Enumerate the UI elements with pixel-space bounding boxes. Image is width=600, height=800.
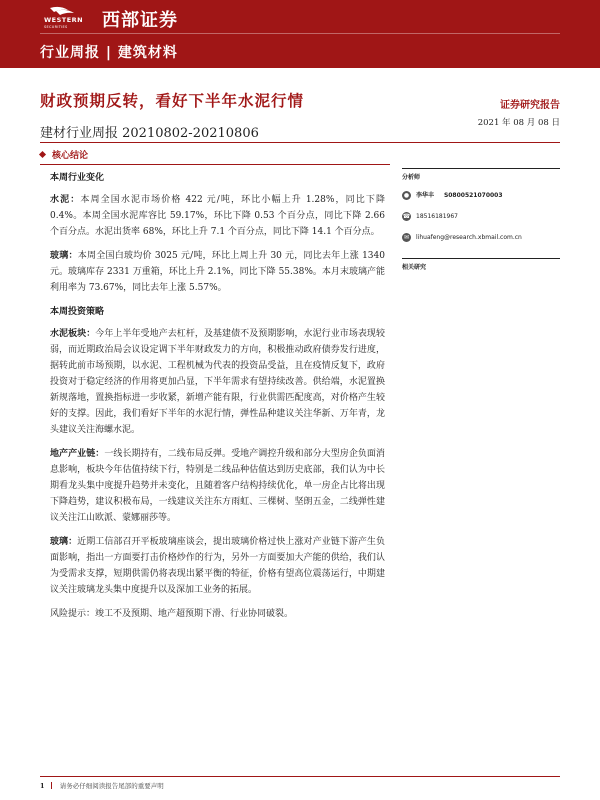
footer-divider	[40, 776, 560, 777]
subheading-investment-strategy: 本周投资策略	[50, 307, 105, 318]
email-address[interactable]: lihuafeng@research.xbmail.com.cn	[416, 234, 522, 241]
bullet-diamond-icon	[39, 151, 46, 158]
page-number: 1	[40, 782, 45, 790]
paragraph-lead: 玻璃：	[50, 251, 78, 262]
paragraph-lead: 水泥：	[50, 195, 81, 206]
paragraph-lead: 地产产业链：	[50, 449, 105, 460]
paragraph-lead: 玻璃：	[50, 537, 78, 548]
paragraph-body: 今年上半年受地产去杠杆，及基建债不及预期影响，水泥行业市场表现较弱，而近期政治局会议设定调下半年财政发力的方向，积极推动政府债券发行进度，据转此前市场预期，以水泥、工程机械为代表的投资品受益，且在疫情反复下，政府投资对于稳定经济的作用将更加凸显，下半年需求有望持续改善。供给端，水泥置换新规落地，置换指标进一步收紧，新增产能有限，行业供需匹配度高，对价格产生较好的支撑。因此，我们看好下半年的水泥行情，弹性品种建议关注华新、万年青，龙头建议关注海螺水泥。	[50, 329, 385, 436]
company-logo	[40, 6, 220, 32]
subheading-industry-changes: 本周行业变化	[50, 173, 105, 183]
sidebar-divider	[402, 258, 560, 259]
email-icon: ✉	[403, 234, 410, 241]
section-heading-text: 核心结论	[52, 151, 89, 161]
section-divider	[40, 164, 390, 165]
footer-bar	[51, 782, 52, 789]
report-type-label: 证券研究报告	[500, 100, 560, 111]
email-row	[402, 231, 560, 244]
analyst-label: 分析师	[402, 174, 421, 181]
paragraph-cement	[50, 192, 385, 240]
section-heading	[40, 148, 390, 162]
phone-icon: ☎	[402, 213, 411, 220]
paragraph-body: 本周全国白玻均价 3025 元/吨，环比上周上升 30 元，同比去年上涨 1340 元。玻璃库存 2331 万重箱，环比上升 2.1%，同比下降 55.38%。本月末玻璃产能利用率为 73.67%，同比去年上涨 5.57%。	[50, 251, 385, 294]
report-category: 行业周报 | 建筑材料	[40, 45, 178, 61]
related-research-label: 相关研究	[402, 264, 427, 271]
analyst-cert-number: S0800521070003	[443, 192, 503, 199]
main-body	[50, 170, 385, 630]
analyst-name: 李华丰	[416, 192, 435, 199]
risk-warning: 风险提示：竣工不及预期、地产超预期下滑、行业协同破裂。	[50, 609, 294, 620]
paragraph-body: 本周全国水泥市场价格 422 元/吨，环比小幅上升 1.28%，同比下降 0.4%。本周全国水泥库容比 59.17%，环比下降 0.53 个百分点，同比下降 2.66 个百分点。水泥出货率 68%，环比上升 7.1 个百分点，同比下降 14.1 个百分点。	[50, 195, 385, 238]
report-title: 财政预期反转，看好下半年水泥行情	[40, 91, 305, 110]
paragraph-real-estate-chain	[50, 446, 385, 526]
report-date: 2021 年 08 月 08 日	[477, 118, 560, 128]
paragraph-body: 一线长期持有，二线布局反弹。受地产调控升级和部分大型房企负面消息影响，板块今年估值持续下行，特别是二线品种估值达到历史底部，我们认为中长期看龙头集中度提升趋势并未变化，且随着客户结构持续优化，单一房企占比将出现下降趋势，建议积极布局，一线建议关注东方雨虹、三棵树、坚朗五金，二线弹性建议关注江山欧派、蒙娜丽莎等。	[50, 449, 385, 524]
analyst-sidebar	[402, 168, 560, 279]
paragraph-glass-strategy	[50, 534, 385, 598]
phone-row	[402, 210, 560, 223]
logo-english-text: WESTERN	[44, 16, 84, 24]
paragraph-body: 近期工信部召开平板玻璃座谈会，提出玻璃价格过快上涨对产业链下游产生负面影响，指出一方面要打击价格炒作的行为，另外一方面要加大产能的供给，我们认为受需求支撑，短期供需仍将表现出紧平衡的特征，价格有望高位震荡运行，中期建议关注玻璃龙头集中度提升以及深加工业务的拓展。	[50, 537, 385, 596]
footer-disclaimer: 请务必仔细阅读报告尾部的重要声明	[59, 782, 164, 790]
analyst-row	[402, 189, 560, 202]
person-icon: ●	[403, 192, 410, 199]
paragraph-lead: 水泥板块：	[50, 329, 96, 340]
sidebar-divider	[402, 168, 560, 169]
logo-company-name: 西部证券	[102, 10, 178, 31]
header-banner	[0, 0, 600, 68]
paragraph-cement-sector	[50, 326, 385, 438]
paragraph-glass	[50, 248, 385, 296]
logo-english-subtext: SECURITIES	[44, 25, 68, 29]
title-divider	[40, 142, 560, 143]
banner-divider	[40, 33, 560, 34]
western-securities-logo-mark	[40, 6, 94, 32]
page-footer	[40, 781, 164, 790]
phone-number: 18516181967	[416, 213, 458, 220]
report-subtitle: 建材行业周报 20210802-20210806	[40, 126, 259, 141]
